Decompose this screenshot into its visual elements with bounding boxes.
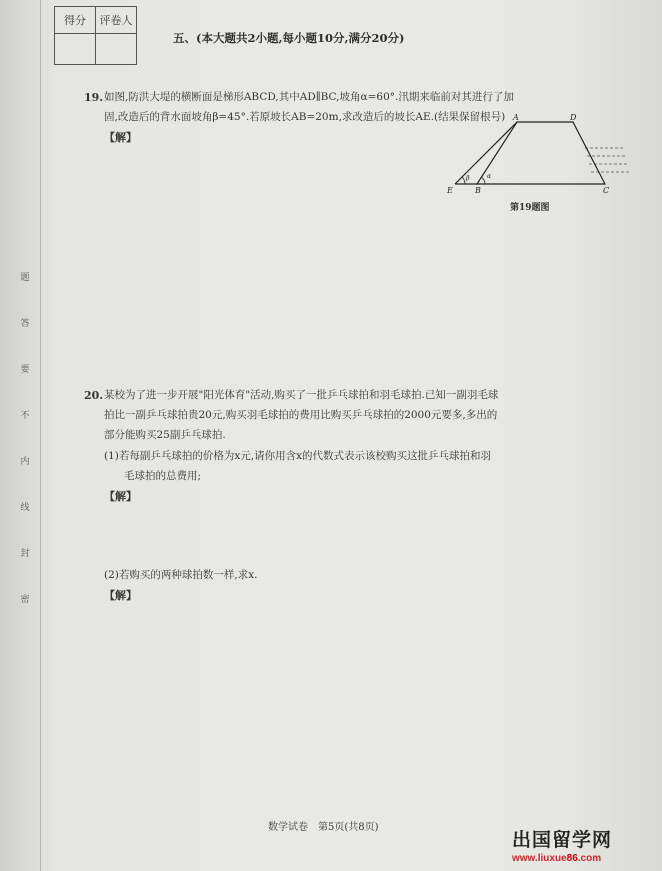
grader-header: 评卷人 bbox=[96, 7, 137, 34]
watermark-title: 出国留学网 bbox=[512, 830, 613, 851]
side-char: 答 bbox=[20, 319, 30, 329]
side-char: 密 bbox=[20, 595, 30, 605]
question-20-answer1-label: 【解】 bbox=[104, 490, 137, 503]
water-lines bbox=[585, 148, 631, 172]
label-b: B bbox=[475, 186, 481, 195]
watermark-url-number: 86 bbox=[566, 853, 578, 864]
side-char: 题 bbox=[20, 273, 30, 283]
question-20-sub2: (2)若购买的两种球拍数一样,求x. bbox=[104, 569, 258, 581]
watermark-url-prefix: www.liuxue bbox=[512, 853, 567, 864]
score-header: 得分 bbox=[55, 7, 96, 34]
question-20-sub1-line2: 毛球拍的总费用; bbox=[124, 470, 202, 482]
binding-line bbox=[40, 0, 41, 871]
label-d: D bbox=[570, 113, 577, 122]
page-footer: 数学试卷 第5页(共8页) bbox=[268, 822, 379, 833]
side-char: 内 bbox=[20, 457, 30, 467]
question-20-answer2-label: 【解】 bbox=[104, 589, 137, 602]
question-20-number: 20. bbox=[84, 389, 104, 402]
label-alpha: α bbox=[487, 173, 492, 180]
side-char: 不 bbox=[20, 411, 30, 421]
question-20-sub1-line1: (1)若每副乒乓球拍的价格为x元,请你用含x的代数式表示该校购买这批乒乓球拍和羽 bbox=[104, 450, 492, 462]
side-char: 封 bbox=[20, 549, 30, 559]
label-beta: β bbox=[466, 175, 470, 182]
angle-beta-arc bbox=[462, 177, 465, 184]
label-c: C bbox=[603, 186, 610, 195]
watermark-url bbox=[512, 852, 658, 866]
question-19-number: 19. bbox=[84, 91, 104, 104]
watermark-url-suffix: .com bbox=[577, 853, 602, 864]
question-20-line2: 拍比一副乒乓球拍贵20元,购买羽毛球拍的费用比购买乒乓球拍的2000元要多,多出的 bbox=[104, 409, 498, 421]
label-a: A bbox=[513, 113, 519, 122]
question-20-line3: 部分能购买25副乒乓球拍. bbox=[104, 429, 226, 441]
question-20-line1: 某校为了进一步开展"阳光体育"活动,购买了一批乒乓球拍和羽毛球拍.已知一副羽毛球 bbox=[104, 389, 499, 401]
trapezoid-abcd bbox=[477, 122, 605, 184]
score-cell bbox=[55, 34, 96, 65]
figure-caption: 第19题图 bbox=[510, 203, 550, 213]
question-19-line2: 固,改造后的背水面坡角β=45°.若原坡长AB=20m,求改造后的坡长AE.(结果保留根号) bbox=[104, 111, 506, 123]
question-19-line1: 如图,防洪大堤的横断面是梯形ABCD,其中AD∥BC,坡角α=60°.汛期来临前对其进行了加 bbox=[104, 91, 514, 103]
grader-cell bbox=[96, 34, 137, 65]
side-char: 线 bbox=[20, 503, 30, 513]
sealing-line-text bbox=[14, 270, 36, 638]
label-e: E bbox=[447, 186, 453, 195]
angle-alpha-arc bbox=[481, 177, 485, 184]
segment-ae bbox=[455, 122, 517, 184]
section-heading: 五、(本大题共2小题,每小题10分,满分20分) bbox=[173, 31, 405, 45]
watermark-logo bbox=[512, 830, 658, 866]
trapezoid-dam-figure bbox=[445, 112, 645, 212]
question-19-answer-label: 【解】 bbox=[104, 131, 137, 144]
side-char: 要 bbox=[20, 365, 30, 375]
score-box bbox=[54, 6, 137, 65]
